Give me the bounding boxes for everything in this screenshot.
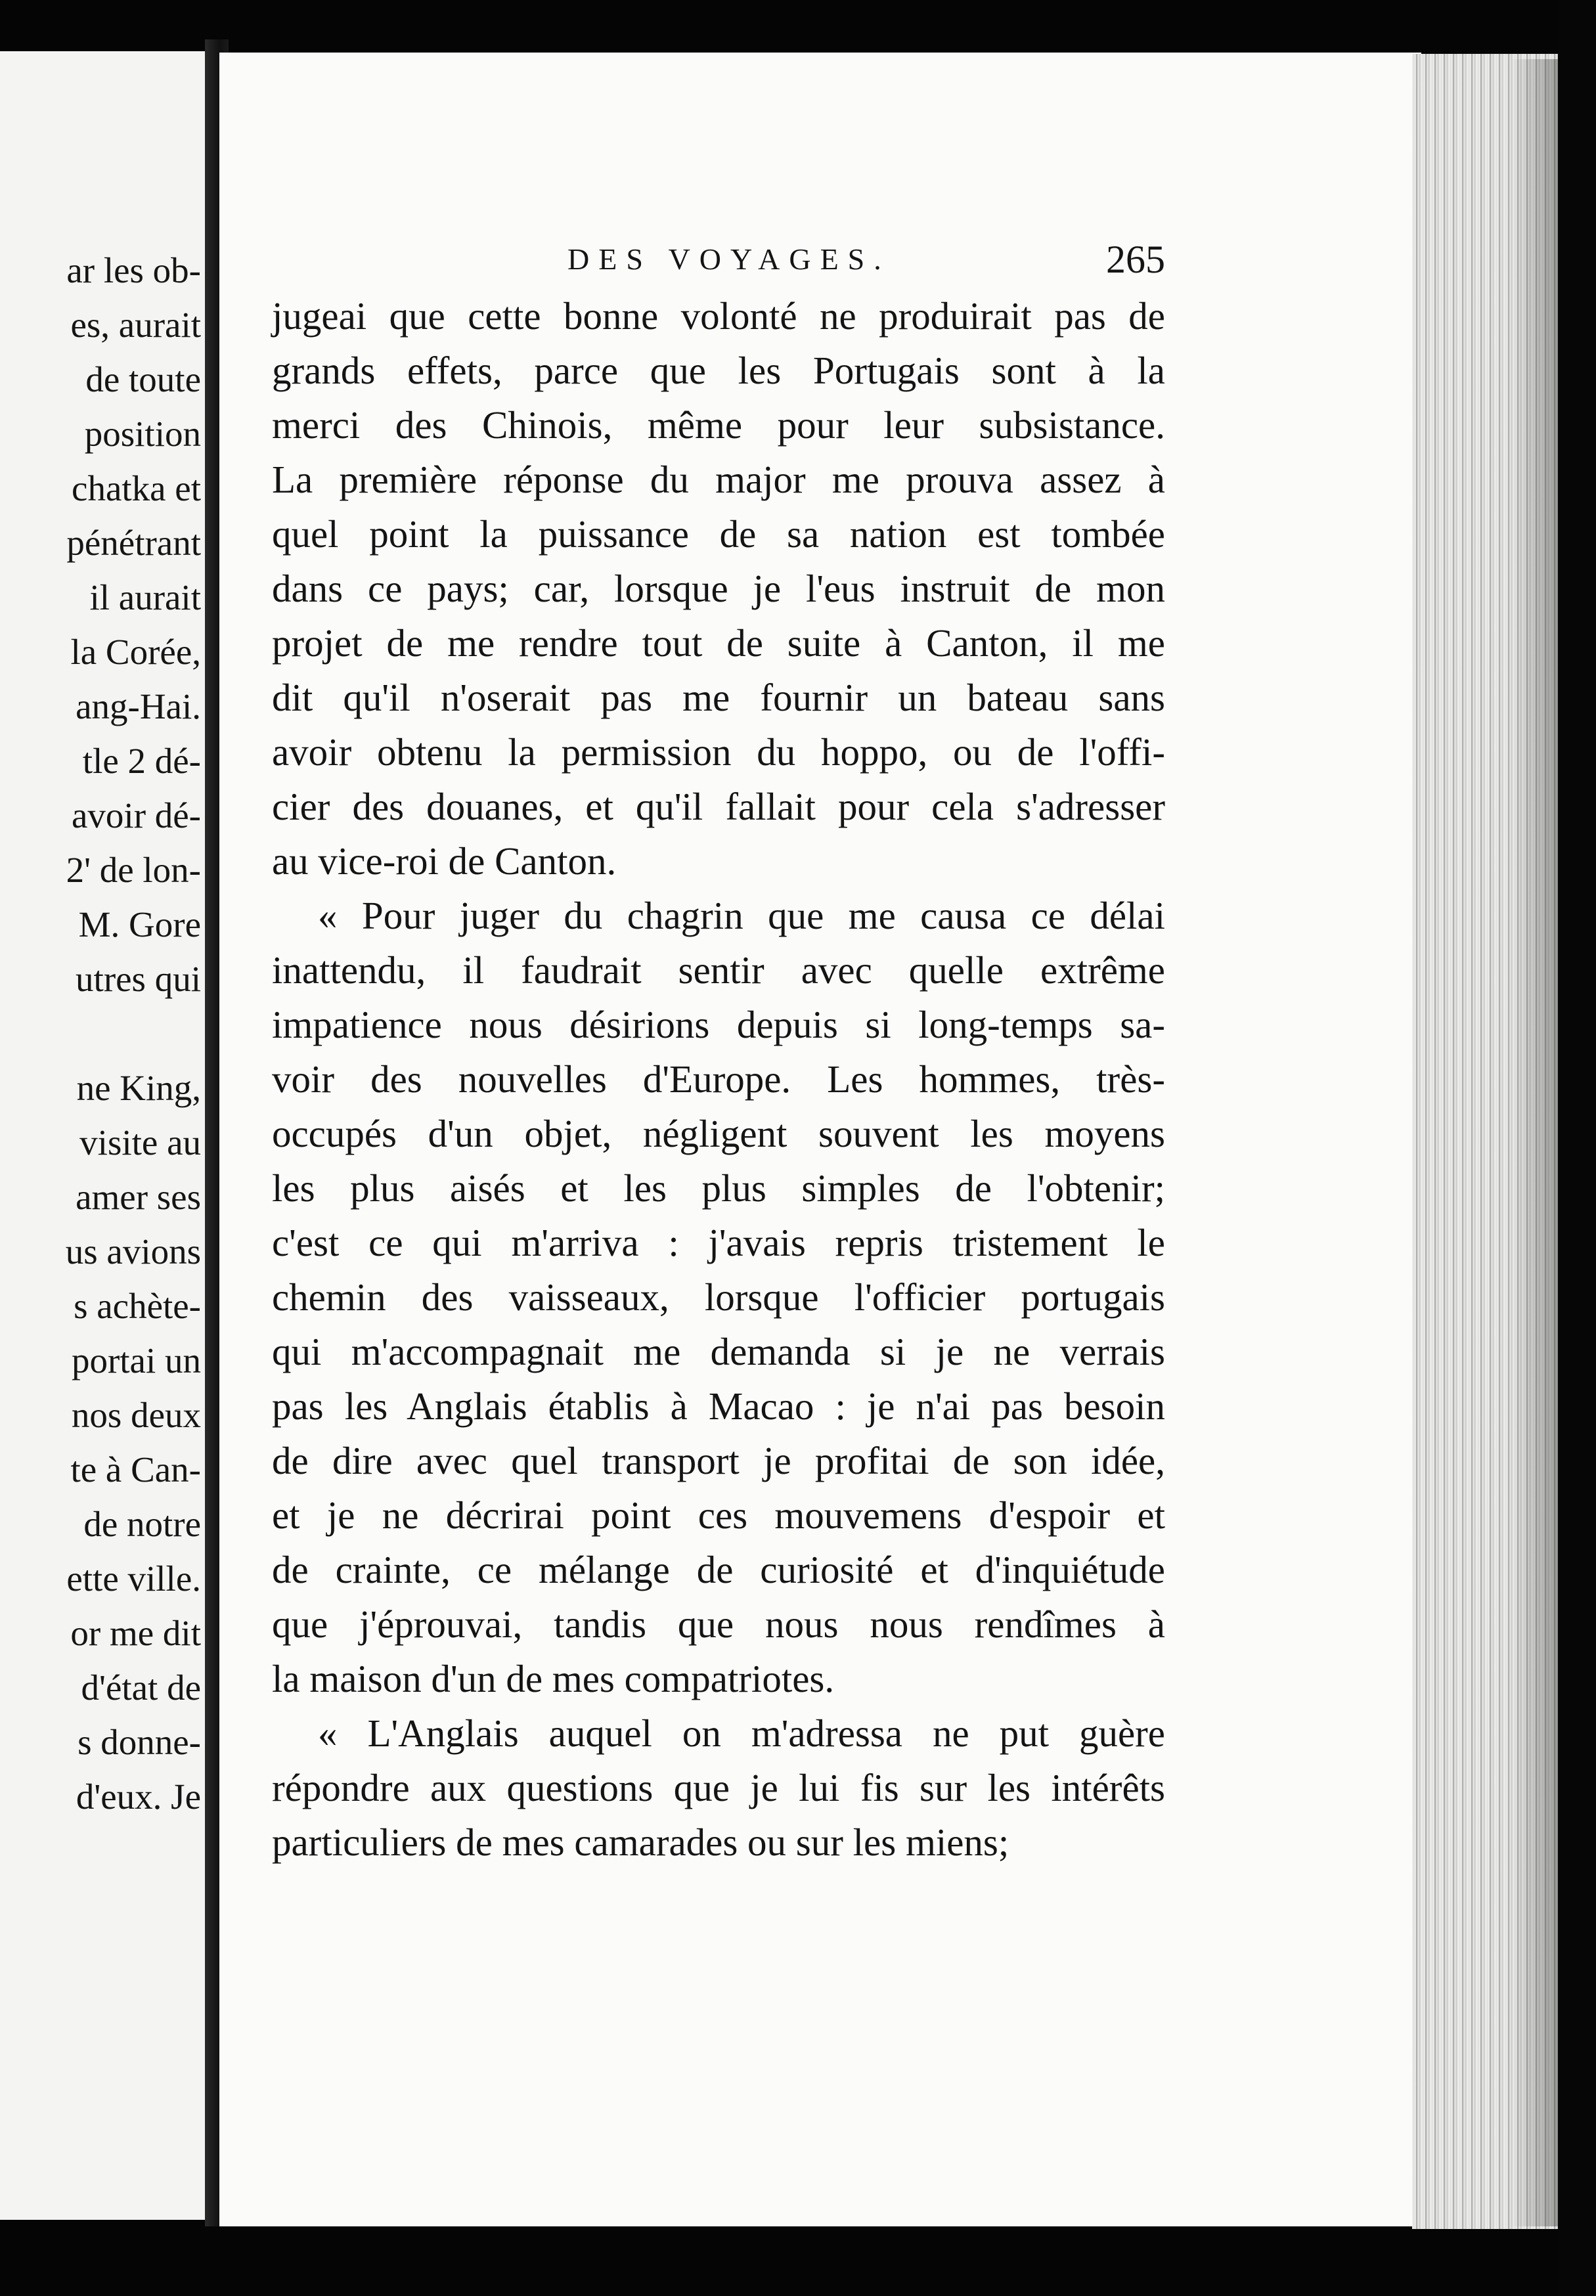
left-page-line: de toute — [85, 359, 201, 399]
text-line: « L'Anglais auquel on m'adressa ne put guère — [318, 1711, 1165, 1755]
left-page-line: te à Can- — [70, 1449, 201, 1490]
left-page-line: s donne- — [78, 1722, 201, 1762]
text-line: c'est ce qui m'arriva : j'avais repris tristement le — [272, 1221, 1165, 1264]
left-page-line: tle 2 dé- — [82, 741, 201, 781]
left-page-line: s achète- — [74, 1286, 201, 1326]
left-page-line: pénétrant — [66, 523, 201, 563]
left-page-line: visite au — [79, 1122, 201, 1162]
text-line: merci des Chinois, même pour leur subsistance. — [272, 403, 1165, 447]
body-text — [272, 289, 1165, 1870]
left-page-line: utres qui — [76, 959, 201, 999]
left-page-line: ang-Hai. — [76, 686, 201, 726]
scan-background — [1558, 0, 1596, 2296]
page-number: 265 — [1106, 238, 1165, 281]
page-header — [272, 236, 1165, 282]
text-line: chemin des vaisseaux, lorsque l'officier portugais — [272, 1275, 1165, 1319]
text-line: au vice-roi de Canton. — [272, 839, 617, 883]
left-page-line: chatka et — [72, 468, 201, 508]
text-line: et je ne décrirai point ces mouvemens d'espoir et — [272, 1493, 1165, 1537]
left-page-fragment — [0, 51, 205, 2220]
text-line: de crainte, ce mélange de curiosité et d'inquiétude — [272, 1548, 1165, 1591]
text-line: « Pour juger du chagrin que me causa ce délai — [318, 894, 1165, 937]
text-line: particuliers de mes camarades ou sur les miens; — [272, 1821, 1009, 1864]
left-page-line: il aurait — [89, 577, 201, 617]
text-line: jugeai que cette bonne volonté ne produirait pas de — [272, 294, 1165, 338]
left-page-line: 2' de lon- — [66, 850, 201, 890]
left-page-line: nos deux — [71, 1395, 201, 1435]
text-line: de dire avec quel transport je profitai de son idée, — [272, 1439, 1165, 1482]
fore-edge-shadow — [1511, 59, 1563, 2226]
text-line: inattendu, il faudrait sentir avec quelle extrême — [272, 948, 1165, 992]
left-page-line: portai un — [71, 1340, 201, 1380]
left-page-line: de notre — [83, 1504, 201, 1544]
text-line: les plus aisés et les plus simples de l'obtenir; — [272, 1166, 1165, 1210]
left-page-line: amer ses — [76, 1177, 201, 1217]
left-page-line: M. Gore — [78, 904, 201, 944]
running-head: DES VOYAGES. — [567, 242, 891, 276]
text-line: La première réponse du major me prouva assez à — [272, 458, 1165, 501]
left-page-line: or me dit — [70, 1613, 201, 1653]
text-line: que j'éprouvai, tandis que nous nous rendîmes à — [272, 1602, 1165, 1646]
text-line: voir des nouvelles d'Europe. Les hommes, très- — [272, 1057, 1165, 1101]
text-line: qui m'accompagnait me demanda si je ne verrais — [272, 1330, 1165, 1373]
left-page-line: d'eux. Je — [76, 1777, 201, 1817]
text-line: répondre aux questions que je lui fis sur les intérêts — [272, 1766, 1165, 1809]
left-page-line: ne King, — [76, 1068, 201, 1108]
text-line: grands effets, parce que les Portugais sont à la — [272, 349, 1165, 392]
left-page-line: position — [84, 414, 201, 454]
text-line: dans ce pays; car, lorsque je l'eus instruit de mon — [272, 567, 1165, 610]
left-page-line: ar les ob- — [66, 250, 201, 290]
left-page-line: es, aurait — [70, 305, 201, 345]
left-page-line: avoir dé- — [72, 795, 201, 835]
text-line: impatience nous désirions depuis si long-temps sa- — [272, 1003, 1165, 1046]
left-page-line: la Corée, — [70, 632, 201, 672]
text-line: pas les Anglais établis à Macao : je n'ai pas besoin — [272, 1384, 1165, 1428]
left-page-line: d'état de — [81, 1667, 201, 1708]
text-line: avoir obtenu la permission du hoppo, ou de l'offi- — [272, 730, 1165, 774]
text-line: dit qu'il n'oserait pas me fournir un bateau sans — [272, 676, 1165, 719]
text-line: cier des douanes, et qu'il fallait pour cela s'adresser — [272, 785, 1165, 828]
text-line: la maison d'un de mes compatriotes. — [272, 1657, 835, 1700]
left-page-line: ette ville. — [66, 1558, 201, 1599]
text-line: quel point la puissance de sa nation est tombée — [272, 512, 1165, 556]
text-line: occupés d'un objet, négligent souvent les moyens — [272, 1112, 1165, 1155]
left-page-line: us avions — [65, 1231, 201, 1271]
text-line: projet de me rendre tout de suite à Canton, il me — [272, 621, 1165, 665]
